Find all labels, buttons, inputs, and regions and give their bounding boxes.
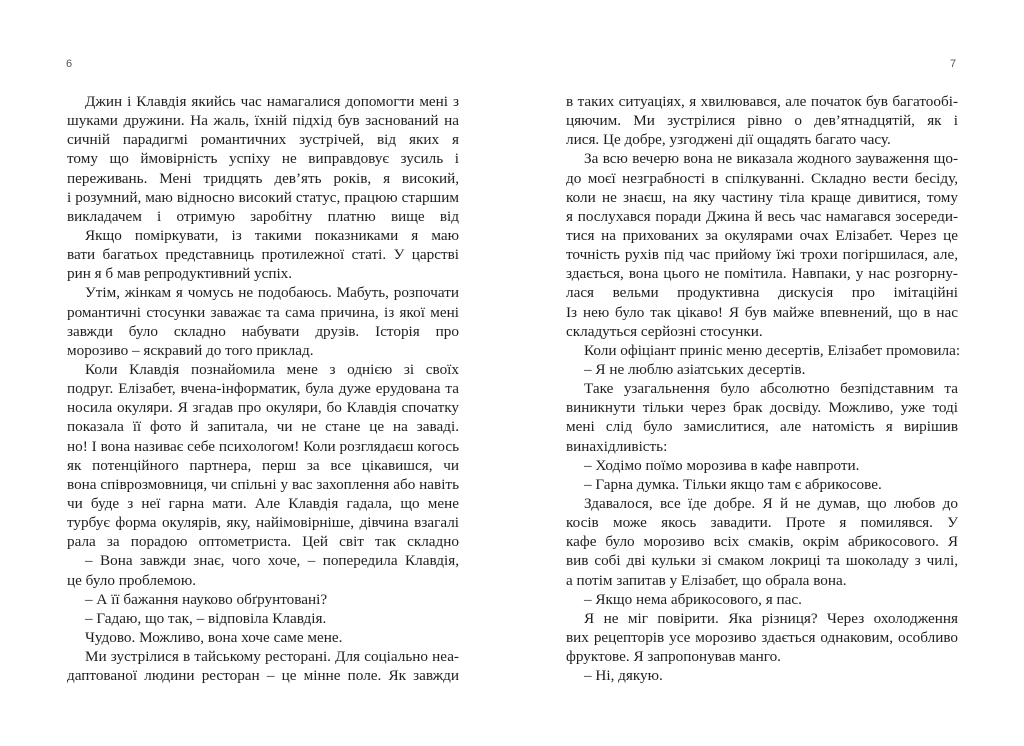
text-line: Чудово. Можливо, вона хоче саме мене. [85,628,343,646]
text-line: вона співрозмовниця, чи спільні у вас захоплення або навіть [67,475,459,493]
text-line: фруктове. Я запропонував манго. [566,648,781,666]
text-line: – Якщо нема абрикосового, я пас. [584,590,802,608]
text-line: здається, вона цього не помітила. Навпаки, у нас розгорну- [566,265,958,283]
text-line: виникнути тільки через брак досвіду. Можливо, уже тоді [566,399,958,417]
text-line: до моєї незграбності в спілкуванні. Складно вести бесіду, [566,169,958,187]
page-number-right: 7 [950,58,957,70]
text-line: Ми зустрілися в тайському ресторані. Для соціально неа- [85,648,459,666]
text-line: – Гадаю, що так, – відповіла Клавдія. [85,609,327,627]
text-line: переживань. Мені тридцять дев’ять років, я високий, [67,169,459,187]
text-line: Утім, жінкам я чомусь не подобаюсь. Мабуть, розпочати [85,284,459,302]
text-line: коли не знаєш, на яку частину тіла краще дивитися, тому [566,188,958,206]
left-page-text [67,92,459,685]
text-line: це було проблемою. [67,571,197,589]
text-line: но! І вона називає себе психологом! Коли розглядаєш когось [67,437,459,455]
text-line: – А її бажання науково обґрунтовані? [85,590,328,608]
text-line: цяючим. Ми зустрілися рівно о дев’ятнадцятій, як і [566,112,958,130]
text-line: як потенційного партнера, перш за все цікавишся, чи [67,456,459,474]
text-line: вати багатьох представниць протилежної статі. У царстві [67,246,459,264]
text-line: складуться серйозні стосунки. [566,322,763,340]
text-line: – Ні, дякую. [584,667,663,685]
text-line: косів може якось завадити. Проте я помилявся. У [566,514,958,532]
text-line: лася вельми продуктивна дискусія про імітаційні [566,284,958,302]
text-line: вив собі дві кульки зі смаком локриці та шоколаду з чилі, [566,552,958,570]
page-number-left: 6 [66,58,73,70]
text-line: завжди було складно набувати друзів. Історія про [67,322,459,340]
text-line: чи буде з неї гарна мати. Але Клавдія гадала, що мене [67,494,459,512]
text-line: – Гарна думка. Тільки якщо там є абрикосове. [584,475,882,493]
text-line: романтичні стосунки заважає та сама причина, із якої мені [67,303,459,321]
text-line: Якщо поміркувати, із такими показниками я маю [85,226,459,244]
text-line: За всю вечерю вона не виказала жодного зауваження що- [584,150,958,168]
text-line: я послухався поради Джина й весь час намагався зосереди- [566,207,958,225]
text-line: подруг. Елізабет, вчена-інформатик, була дуже ерудована та [67,380,459,398]
text-line: турбує форма окулярів, яку, найімовірніше, дівчина взагалі [67,514,459,532]
text-line: – Я не люблю азіатських десертів. [584,360,806,378]
text-line: Джин і Клавдія якийсь час намагалися допомогти мені з [85,93,459,110]
text-line: лися. Це добре, узгоджені дії ощадять багато часу. [566,131,891,149]
text-line: носила окуляри. Я згадав про окуляри, бо Клавдія спочатку [67,399,459,417]
text-line: точність рухів під час прийому їжі трохи погіршилася, але, [566,246,958,264]
text-line: мені слід було замислитися, але натомість я вирішив [566,418,958,436]
text-line: Із нею було так цікаво! Я був майже впевнений, що в нас [566,303,958,321]
text-line: – Вона завжди знає, чого хоче, – попередила Клавдія, [85,552,459,570]
text-line: Таке узагальнення було абсолютно безпідставним та [584,380,958,398]
text-line: викладачем і отримую заробітну платню вище від [67,207,459,225]
text-line: кафе було морозиво всіх смаків, окрім абрикосового. Я [566,533,958,551]
text-line: показала її фото й запитала, чи не стане це на заваді. [67,418,459,436]
text-line: Коли Клавдія познайомила мене з однією зі своїх [85,360,459,378]
right-page-text [566,92,961,685]
text-line: рала за порадою оптометриста. Цей світ так складно [67,533,459,551]
text-line: а потім запитав у Елізабет, що обрала вона. [566,571,847,589]
text-line: тися на прихованих за окулярами очах Елізабет. Через це [566,226,958,244]
text-line: Здавалося, все їде добре. Я й не думав, що любов до [584,494,958,512]
text-line: рин я б мав репродуктивний успіх. [67,265,293,283]
text-line: тому що ймовірність успіху не виправдовує зусиль і [67,150,459,168]
text-line: винахідливість: [566,437,668,455]
text-line: – Ходімо поїмо морозива в кафе навпроти. [584,456,860,474]
text-line: Коли офіціант приніс меню десертів, Елізабет промовила: [584,341,961,359]
text-line: даптованої людини ресторан – це мінне поле. Як завжди [67,667,459,685]
text-line: і розумний, маю відносно високий статус, працюю старшим [67,188,459,206]
text-line: Я не міг повірити. Яка різниця? Через охолодження [584,609,958,627]
text-line: вих рецепторів усе морозиво здається однаковим, особливо [566,628,958,646]
text-line: морозиво – яскравий до того приклад. [67,341,314,359]
text-line: сичній парадигмі романтичних зустрічей, від яких я [67,131,459,149]
text-line: шуками дружини. На жаль, їхній підхід був заснований на [67,112,459,130]
text-line: в таких ситуаціях, я хвилювався, але початок був багатообі- [566,93,958,110]
